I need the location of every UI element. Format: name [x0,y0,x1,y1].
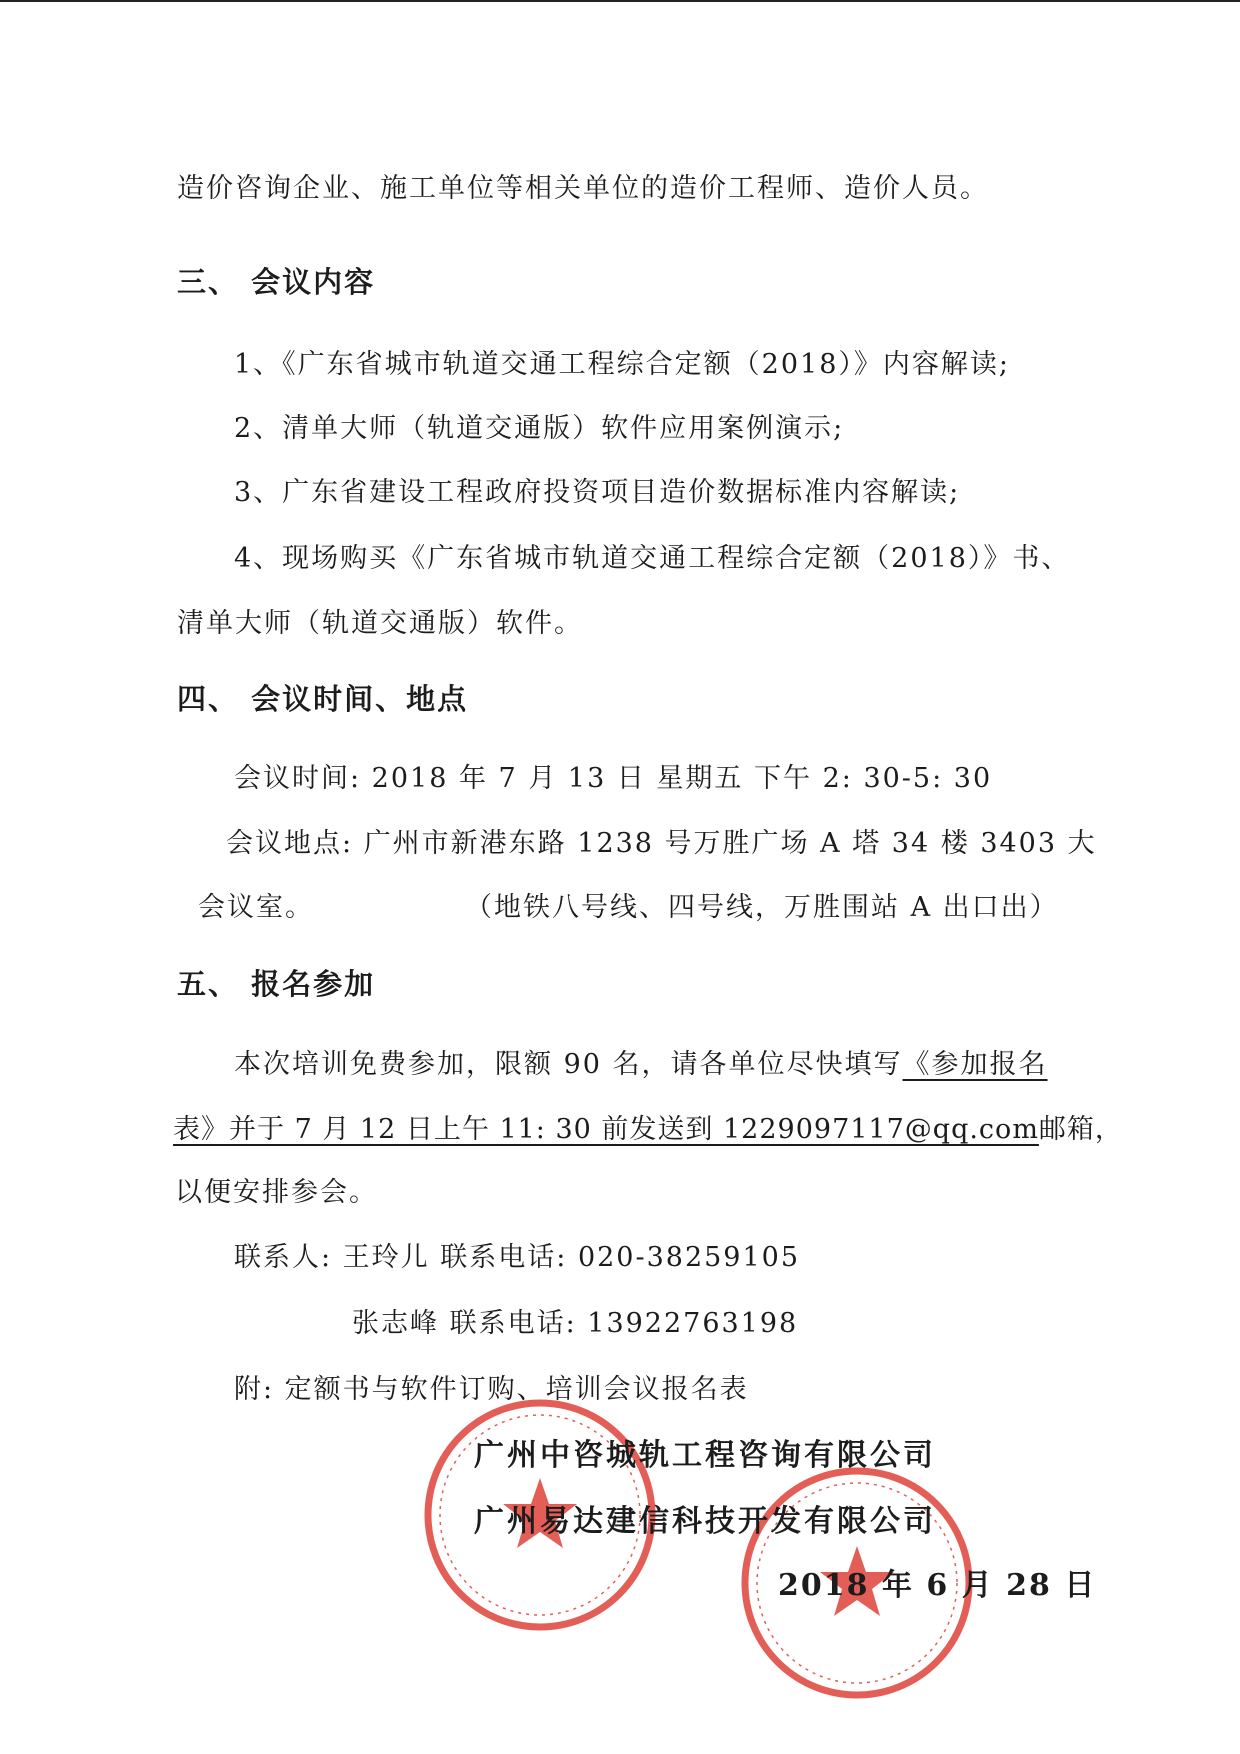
section-5-heading: 五、 报名参加 [177,967,376,1001]
meeting-place-line-1: 会议地点: 广州市新港东路 1238 号万胜广场 A 塔 34 楼 3403 大 [226,828,1097,859]
section-3-item-1: 1、《广东省城市轨道交通工程综合定额（2018）》内容解读; [234,349,1010,380]
meeting-place-directions: （地铁八号线、四号线，万胜围站 A 出口出） [465,892,1059,923]
registration-paragraph-line-2 [173,1107,1123,1146]
registration-mailbox-text: 邮箱， [1038,1114,1123,1145]
registration-deadline-and-email[interactable]: 表》并于 7 月 12 日上午 11: 30 前发送到 1229097117@qq.com [173,1114,1039,1145]
section-3-heading: 三、 会议内容 [177,265,376,299]
registration-text: 本次培训免费参加，限额 90 名，请各单位尽快填写 [234,1049,903,1080]
registration-paragraph-line-1 [234,1042,1048,1081]
section-4-heading: 四、 会议时间、地点 [177,682,469,716]
intro-continuation: 造价咨询企业、施工单位等相关单位的造价工程师、造价人员。 [177,173,989,204]
contact-2: 张志峰 联系电话: 13922763198 [352,1308,799,1339]
section-3-item-4: 4、现场购买《广东省城市轨道交通工程综合定额（2018）》书、 [234,543,1071,574]
page-top-border [0,0,1240,2]
section-3-item-4-continuation: 清单大师（轨道交通版）软件。 [177,608,583,639]
contact-1: 联系人: 王玲儿 联系电话: 020-38259105 [234,1242,801,1273]
registration-form-link[interactable]: 《参加报名 [902,1049,1048,1080]
section-3-item-3: 3、广东省建设工程政府投资项目造价数据标准内容解读; [234,477,961,508]
meeting-time: 会议时间: 2018 年 7 月 13 日 星期五 下午 2: 30-5: 30 [234,763,993,794]
signature-date: 2018 年 6 月 28 日 [778,1568,1097,1603]
signature-company-2: 广州易达建信科技开发有限公司 [474,1504,936,1539]
section-3-item-2: 2、清单大师（轨道交通版）软件应用案例演示; [234,413,845,444]
meeting-place-line-2: 会议室。 [198,892,314,923]
signature-company-1: 广州中咨城轨工程咨询有限公司 [474,1438,936,1473]
registration-paragraph-line-3: 以便安排参会。 [175,1177,378,1208]
attachment-note: 附: 定额书与软件订购、培训会议报名表 [234,1374,749,1405]
